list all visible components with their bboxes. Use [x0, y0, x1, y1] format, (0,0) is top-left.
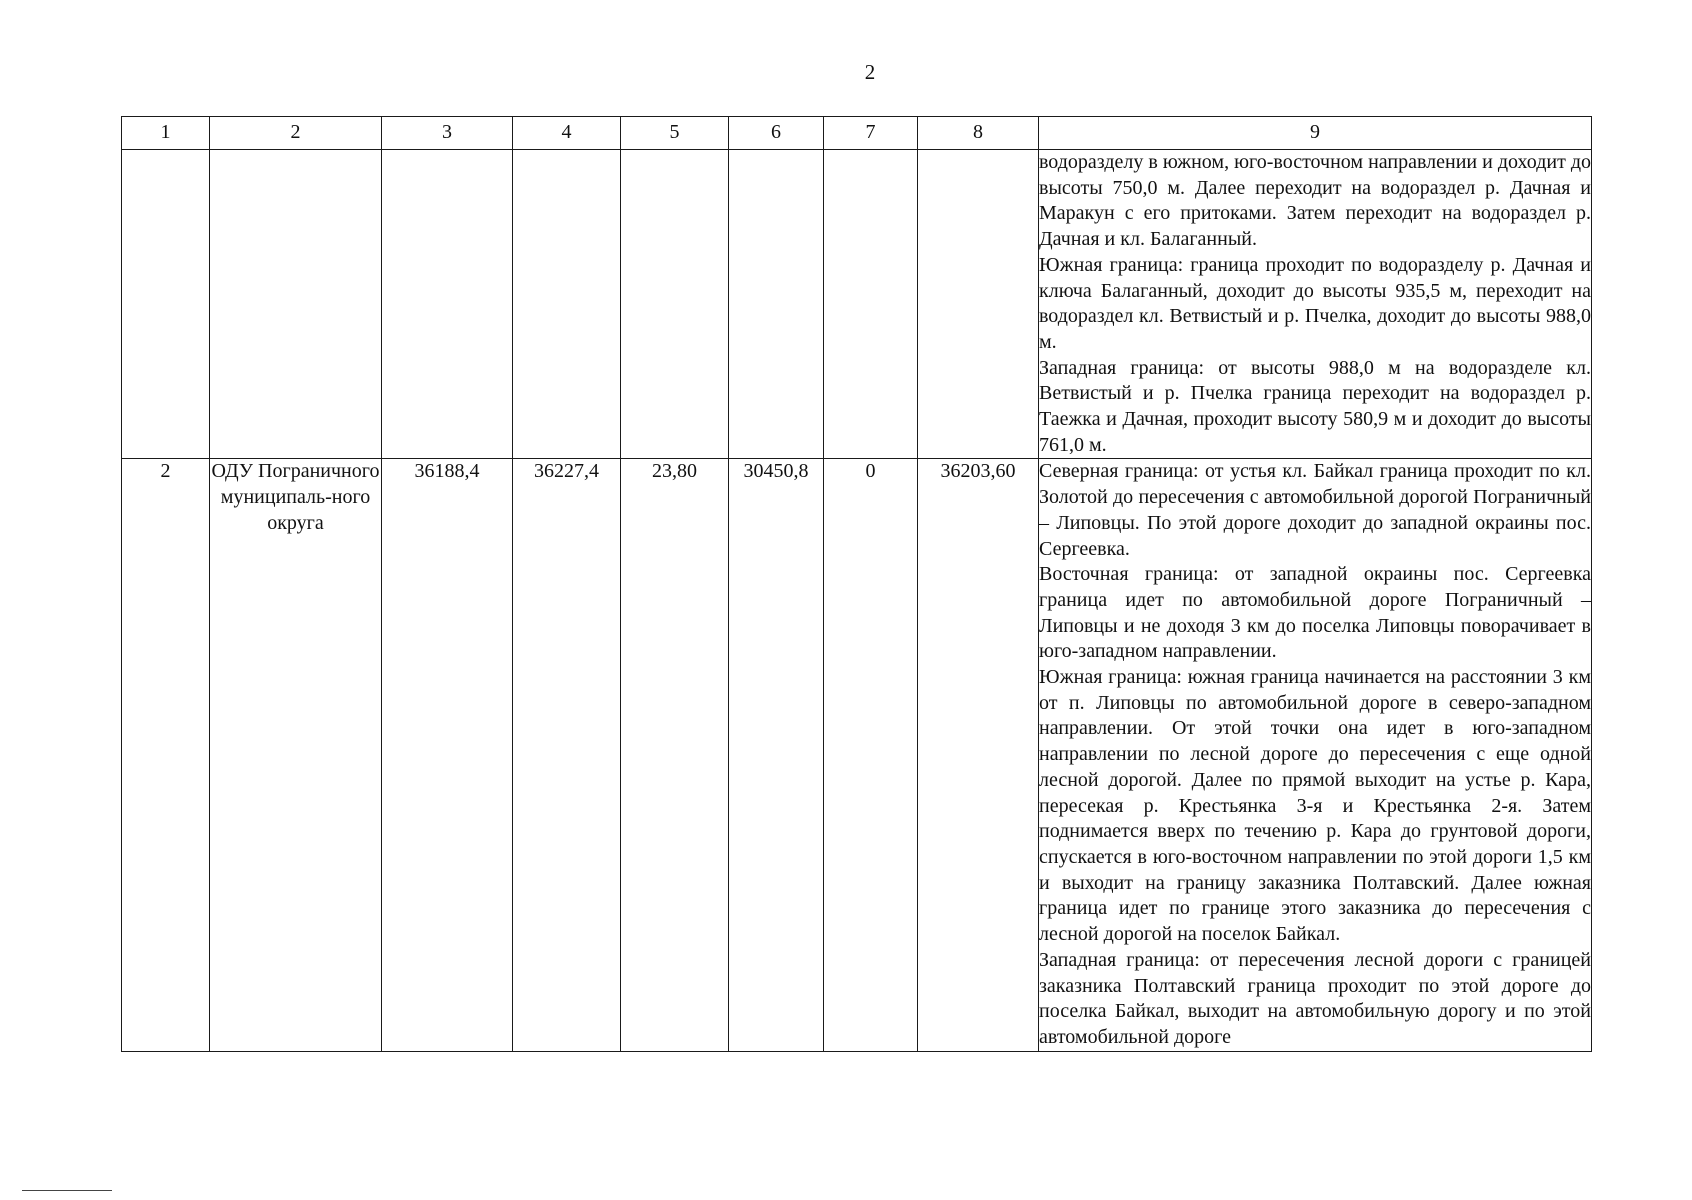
- description-paragraph: Северная граница: от устья кл. Байкал граница проходит по кл. Золотой до пересечения с автомобильной дорогой Пограничный – Липовцы. По этой дороге доходит до западной окраины пос. Сергеевка.: [1039, 460, 1591, 560]
- table-row-continuation: [122, 150, 1592, 459]
- header-col-7: 7: [824, 117, 918, 150]
- header-col-6: 6: [729, 117, 824, 150]
- boundary-description: [1039, 459, 1592, 1051]
- empty-cell: [122, 150, 210, 459]
- cell-col-4: 36227,4: [513, 459, 621, 1051]
- table-row-2: [122, 459, 1592, 1051]
- empty-cell: [824, 150, 918, 459]
- cell-col-6: 30450,8: [729, 459, 824, 1051]
- cell-col-8: 36203,60: [918, 459, 1039, 1051]
- header-col-1: 1: [122, 117, 210, 150]
- header-col-3: 3: [382, 117, 513, 150]
- description-paragraph: Западная граница: от высоты 988,0 м на водоразделе кл. Ветвистый и р. Пчелка граница переходит на водораздел р. Таежка и Дачная, проходит высоту 580,9 м и доходит до высоты 761,0 м.: [1039, 356, 1591, 456]
- empty-cell: [918, 150, 1039, 459]
- header-col-9: 9: [1039, 117, 1592, 150]
- description-paragraph: водоразделу в южном, юго-восточном направлении и доходит до высоты 750,0 м. Далее переходит на водораздел р. Дачная и Маракун с его притоками. Затем переходит на водораздел р. Дачная и кл. Балаганный.: [1039, 151, 1591, 251]
- header-col-2: 2: [210, 117, 382, 150]
- boundary-description: [1039, 150, 1592, 459]
- row-number: 2: [122, 459, 210, 1051]
- empty-cell: [210, 150, 382, 459]
- empty-cell: [513, 150, 621, 459]
- empty-cell: [729, 150, 824, 459]
- hunting-area-name: ОДУ Пограничного муниципаль-ного округа: [210, 459, 382, 1051]
- boundaries-table: [121, 116, 1592, 1052]
- description-paragraph: Южная граница: граница проходит по водоразделу р. Дачная и ключа Балаганный, доходит до высоты 935,5 м, переходит на водораздел кл. Ветвистый и р. Пчелка, доходит до высоты 988,0 м.: [1039, 253, 1591, 353]
- header-row: [122, 117, 1592, 150]
- header-col-5: 5: [621, 117, 729, 150]
- cell-col-5: 23,80: [621, 459, 729, 1051]
- empty-cell: [382, 150, 513, 459]
- header-col-8: 8: [918, 117, 1039, 150]
- cell-col-7: 0: [824, 459, 918, 1051]
- empty-cell: [621, 150, 729, 459]
- page-number: 2: [864, 60, 876, 84]
- description-paragraph: Восточная граница: от западной окраины пос. Сергеевка граница идет по автомобильной дороге Пограничный – Липовцы и не доходя 3 км до поселка Липовцы поворачивает в юго-западном направлении.: [1039, 563, 1591, 663]
- footnote-separator: [22, 1190, 112, 1191]
- description-paragraph: Западная граница: от пересечения лесной дороги с границей заказника Полтавский граница проходит по этой дороге до поселка Байкал, выходит на автомобильную дорогу и по этой автомобильной дороге: [1039, 948, 1591, 1048]
- header-col-4: 4: [513, 117, 621, 150]
- description-paragraph: Южная граница: южная граница начинается на расстоянии 3 км от п. Липовцы по автомобильной дороге в северо-западном направлении. От этой точки она идет в юго-западном направлении по лесной дороге до пересечения с еще одной лесной дорогой. Далее по прямой выходит на устье р. Кара, пересекая р. Крестьянка 3-я и Крестьянка 2-я. Затем поднимается вверх по течению р. Кара до грунтовой дороги, спускается в юго-восточном направлении по этой дороги 1,5 км и выходит на границу заказника Полтавский. Далее южная граница идет по границе этого заказника до пересечения с лесной дорогой на поселок Байкал.: [1039, 666, 1591, 946]
- cell-col-3: 36188,4: [382, 459, 513, 1051]
